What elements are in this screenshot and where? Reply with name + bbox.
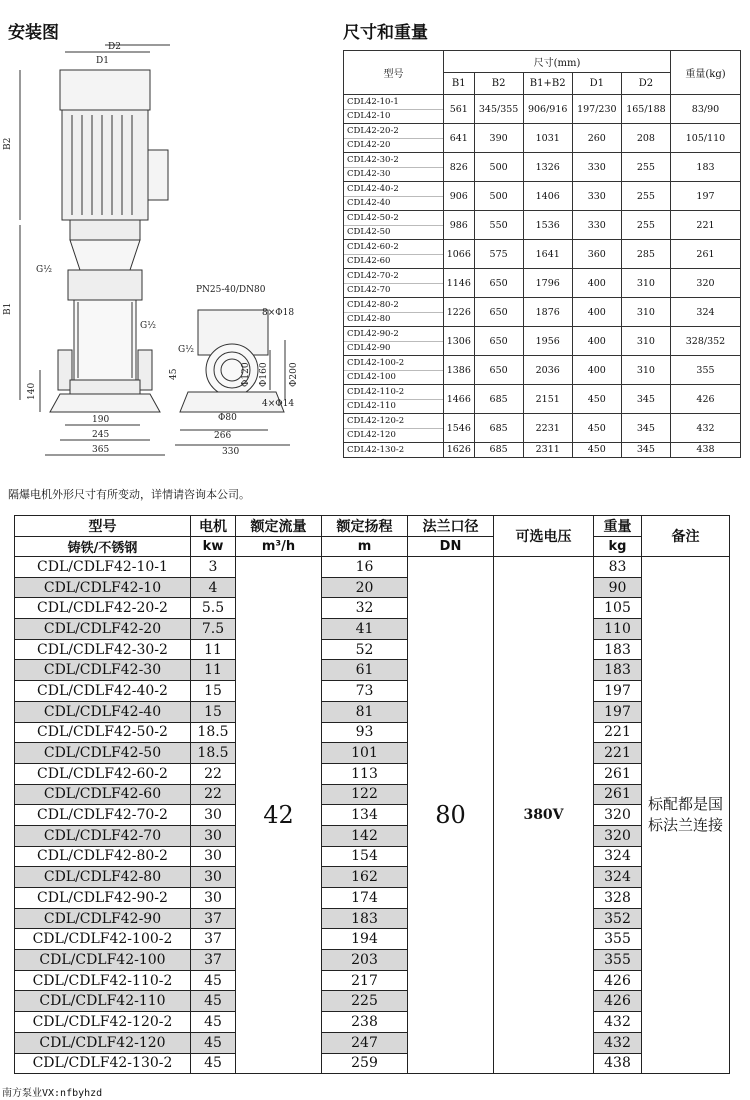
- dim-cell-b2: 550: [474, 211, 523, 240]
- perf-cell-kw: 18.5: [191, 743, 236, 764]
- label-330: 330: [222, 447, 240, 457]
- perf-cell-weight: 83: [594, 557, 642, 578]
- perf-cell-remark: [642, 557, 730, 1074]
- perf-cell-kw: 45: [191, 991, 236, 1012]
- perf-cell-kw: 45: [191, 970, 236, 991]
- perf-header-flow: 额定流量: [236, 516, 322, 537]
- dim-model-secondary: CDL42-30: [344, 167, 444, 182]
- perf-cell-weight: 221: [594, 722, 642, 743]
- perf-cell-kw: 18.5: [191, 722, 236, 743]
- dim-header-size: 尺寸(mm): [444, 51, 671, 73]
- perf-cell-head: 16: [322, 557, 408, 578]
- perf-cell-head: 122: [322, 784, 408, 805]
- perf-header-motor: 电机: [191, 516, 236, 537]
- dim-cell-b1: 1306: [444, 327, 475, 356]
- dim-header-model: 型号: [344, 51, 444, 95]
- perf-cell-weight: 324: [594, 867, 642, 888]
- dim-cell-b2: 345/355: [474, 95, 523, 124]
- perf-row: [15, 743, 730, 764]
- perf-cell-head: 238: [322, 1012, 408, 1033]
- perf-cell-kw: 37: [191, 908, 236, 929]
- perf-cell-kw: 4: [191, 577, 236, 598]
- perf-cell-kw: 37: [191, 929, 236, 950]
- perf-cell-head: 32: [322, 598, 408, 619]
- label-d1: D1: [96, 56, 109, 66]
- perf-cell-head: 81: [322, 701, 408, 722]
- dim-header-d1: D1: [572, 73, 621, 95]
- performance-table: [14, 515, 730, 1074]
- dim-row: [344, 298, 741, 313]
- dim-model-primary: CDL42-30-2: [344, 153, 444, 168]
- perf-cell-weight: 432: [594, 1032, 642, 1053]
- perf-cell-head: 73: [322, 681, 408, 702]
- dim-model-primary: CDL42-60-2: [344, 240, 444, 255]
- perf-cell-model: CDL/CDLF42-100-2: [15, 929, 191, 950]
- perf-row: [15, 577, 730, 598]
- dim-model-primary: CDL42-80-2: [344, 298, 444, 313]
- dim-cell-sum: 2036: [523, 356, 572, 385]
- dim-cell-b2: 500: [474, 153, 523, 182]
- dim-cell-w: 197: [671, 182, 741, 211]
- dim-header-b1: B1: [444, 73, 475, 95]
- perf-header-flange: 法兰口径: [408, 516, 494, 537]
- perf-header-voltage: 可选电压: [494, 516, 594, 557]
- dim-cell-b1: 1146: [444, 269, 475, 298]
- dim-cell-d1: 450: [572, 385, 621, 414]
- perf-cell-head: 194: [322, 929, 408, 950]
- perf-cell-kw: 30: [191, 867, 236, 888]
- dim-cell-b1: 641: [444, 124, 475, 153]
- dim-cell-b2: 575: [474, 240, 523, 269]
- dim-cell-w: 438: [671, 443, 741, 458]
- dim-cell-w: 83/90: [671, 95, 741, 124]
- dim-cell-d2: 345: [621, 385, 670, 414]
- dim-cell-d1: 197/230: [572, 95, 621, 124]
- perf-cell-weight: 261: [594, 784, 642, 805]
- dim-row: [344, 327, 741, 342]
- perf-row: [15, 908, 730, 929]
- perf-row: [15, 888, 730, 909]
- perf-cell-weight: 105: [594, 598, 642, 619]
- perf-cell-voltage: 380V: [494, 557, 594, 1074]
- perf-row: [15, 867, 730, 888]
- perf-table-body: [15, 557, 730, 1074]
- dim-cell-b1: 561: [444, 95, 475, 124]
- dim-cell-sum: 1876: [523, 298, 572, 327]
- label-245: 245: [92, 430, 110, 440]
- perf-row: [15, 846, 730, 867]
- perf-cell-head: 142: [322, 825, 408, 846]
- dim-cell-b1: 1466: [444, 385, 475, 414]
- dim-cell-d2: 255: [621, 211, 670, 240]
- perf-row: [15, 805, 730, 826]
- perf-cell-head: 183: [322, 908, 408, 929]
- dim-cell-d2: 165/188: [621, 95, 670, 124]
- perf-cell-kw: 45: [191, 1053, 236, 1074]
- perf-header-weight-unit: kg: [594, 537, 642, 557]
- dim-cell-sum: 1326: [523, 153, 572, 182]
- dim-model-primary: CDL42-70-2: [344, 269, 444, 284]
- label-pn: PN25-40/DN80: [196, 285, 266, 295]
- perf-cell-kw: 37: [191, 950, 236, 971]
- perf-row: [15, 701, 730, 722]
- dim-cell-d1: 260: [572, 124, 621, 153]
- perf-cell-weight: 328: [594, 888, 642, 909]
- perf-cell-kw: 7.5: [191, 619, 236, 640]
- dim-cell-sum: 1956: [523, 327, 572, 356]
- perf-cell-head: 41: [322, 619, 408, 640]
- dim-cell-w: 183: [671, 153, 741, 182]
- perf-row: [15, 681, 730, 702]
- dim-cell-w: 328/352: [671, 327, 741, 356]
- dim-cell-b1: 906: [444, 182, 475, 211]
- perf-cell-kw: 22: [191, 763, 236, 784]
- dim-model-primary: CDL42-120-2: [344, 414, 444, 429]
- dim-row: [344, 240, 741, 255]
- perf-cell-kw: 45: [191, 1032, 236, 1053]
- perf-cell-kw: 45: [191, 1012, 236, 1033]
- perf-cell-kw: 30: [191, 846, 236, 867]
- dim-model-primary: CDL42-90-2: [344, 327, 444, 342]
- perf-cell-model: CDL/CDLF42-30-2: [15, 639, 191, 660]
- perf-header-head-unit: m: [322, 537, 408, 557]
- label-b1: B1: [3, 302, 13, 315]
- perf-cell-weight: 438: [594, 1053, 642, 1074]
- perf-cell-kw: 30: [191, 825, 236, 846]
- perf-cell-model: CDL/CDLF42-130-2: [15, 1053, 191, 1074]
- perf-cell-model: CDL/CDLF42-80: [15, 867, 191, 888]
- perf-cell-model: CDL/CDLF42-90-2: [15, 888, 191, 909]
- dim-cell-b2: 650: [474, 298, 523, 327]
- remark-text: 标配都是国标法兰连接: [647, 795, 723, 835]
- perf-cell-model: CDL/CDLF42-60: [15, 784, 191, 805]
- label-45: 45: [169, 368, 179, 380]
- perf-cell-kw: 15: [191, 681, 236, 702]
- perf-cell-kw: 11: [191, 660, 236, 681]
- perf-header-head: 额定扬程: [322, 516, 408, 537]
- dim-cell-sum: 906/916: [523, 95, 572, 124]
- label-d2: D2: [108, 42, 121, 52]
- perf-row: [15, 619, 730, 640]
- dim-model-secondary: CDL42-60: [344, 254, 444, 269]
- perf-header-model: 型号: [15, 516, 191, 537]
- dim-row: [344, 124, 741, 139]
- label-266: 266: [214, 431, 232, 441]
- label-holes8: 8×Φ18: [262, 308, 295, 318]
- dim-row: [344, 414, 741, 429]
- dim-cell-d2: 310: [621, 269, 670, 298]
- dim-row: [344, 182, 741, 197]
- perf-cell-weight: 197: [594, 681, 642, 702]
- perf-cell-head: 247: [322, 1032, 408, 1053]
- dim-model-primary: CDL42-10-1: [344, 95, 444, 110]
- dim-model-primary: CDL42-130-2: [344, 443, 444, 458]
- dim-cell-b2: 650: [474, 269, 523, 298]
- perf-cell-weight: 324: [594, 846, 642, 867]
- perf-cell-head: 20: [322, 577, 408, 598]
- perf-cell-head: 101: [322, 743, 408, 764]
- dim-cell-w: 261: [671, 240, 741, 269]
- perf-header-weight: 重量: [594, 516, 642, 537]
- dim-cell-b2: 685: [474, 443, 523, 458]
- perf-cell-model: CDL/CDLF42-120: [15, 1032, 191, 1053]
- perf-cell-model: CDL/CDLF42-10-1: [15, 557, 191, 578]
- perf-cell-model: CDL/CDLF42-120-2: [15, 1012, 191, 1033]
- dim-cell-d2: 208: [621, 124, 670, 153]
- perf-cell-model: CDL/CDLF42-70-2: [15, 805, 191, 826]
- perf-cell-model: CDL/CDLF42-60-2: [15, 763, 191, 784]
- perf-cell-model: CDL/CDLF42-80-2: [15, 846, 191, 867]
- dim-cell-d1: 330: [572, 211, 621, 240]
- dim-cell-d2: 285: [621, 240, 670, 269]
- perf-cell-model: CDL/CDLF42-10: [15, 577, 191, 598]
- perf-cell-model: CDL/CDLF42-20-2: [15, 598, 191, 619]
- perf-cell-model: CDL/CDLF42-20: [15, 619, 191, 640]
- perf-cell-kw: 3: [191, 557, 236, 578]
- perf-cell-head: 259: [322, 1053, 408, 1074]
- dim-model-primary: CDL42-40-2: [344, 182, 444, 197]
- dim-cell-d2: 345: [621, 443, 670, 458]
- perf-cell-kw: 11: [191, 639, 236, 660]
- install-heading: 安装图: [8, 23, 59, 43]
- label-holes4: 4×Φ14: [262, 399, 295, 409]
- dim-model-primary: CDL42-20-2: [344, 124, 444, 139]
- dim-cell-w: 324: [671, 298, 741, 327]
- dim-cell-w: 432: [671, 414, 741, 443]
- dim-model-secondary: CDL42-110: [344, 399, 444, 414]
- perf-cell-weight: 221: [594, 743, 642, 764]
- perf-cell-head: 203: [322, 950, 408, 971]
- dim-model-secondary: CDL42-70: [344, 283, 444, 298]
- perf-header-model-sub: 铸铁/不锈钢: [15, 537, 191, 557]
- perf-header-remark: 备注: [642, 516, 730, 557]
- perf-cell-weight: 426: [594, 991, 642, 1012]
- dim-cell-b2: 685: [474, 414, 523, 443]
- perf-cell-weight: 352: [594, 908, 642, 929]
- perf-row: [15, 639, 730, 660]
- perf-cell-head: 154: [322, 846, 408, 867]
- label-phi200: Φ200: [289, 362, 299, 387]
- dim-cell-d1: 400: [572, 327, 621, 356]
- dim-cell-sum: 2311: [523, 443, 572, 458]
- perf-cell-model: CDL/CDLF42-110: [15, 991, 191, 1012]
- dim-cell-b1: 986: [444, 211, 475, 240]
- perf-cell-head: 134: [322, 805, 408, 826]
- dim-cell-b2: 650: [474, 327, 523, 356]
- dim-model-secondary: CDL42-90: [344, 341, 444, 356]
- perf-row: [15, 557, 730, 578]
- dim-cell-d1: 330: [572, 182, 621, 211]
- dim-cell-sum: 2151: [523, 385, 572, 414]
- dim-cell-b1: 1066: [444, 240, 475, 269]
- perf-cell-model: CDL/CDLF42-40: [15, 701, 191, 722]
- dimension-weight-table: [343, 50, 741, 458]
- dim-cell-d2: 310: [621, 356, 670, 385]
- perf-header-motor-unit: kw: [191, 537, 236, 557]
- label-365: 365: [92, 445, 110, 455]
- dim-cell-b2: 685: [474, 385, 523, 414]
- label-190: 190: [92, 415, 110, 425]
- perf-cell-head: 162: [322, 867, 408, 888]
- dim-cell-d1: 330: [572, 153, 621, 182]
- perf-cell-weight: 432: [594, 1012, 642, 1033]
- dim-cell-d2: 255: [621, 182, 670, 211]
- dim-table-body: [344, 95, 741, 458]
- dim-cell-b1: 1626: [444, 443, 475, 458]
- perf-cell-kw: 22: [191, 784, 236, 805]
- dim-model-secondary: CDL42-40: [344, 196, 444, 211]
- perf-row: [15, 825, 730, 846]
- dim-cell-d2: 310: [621, 298, 670, 327]
- perf-cell-model: CDL/CDLF42-70: [15, 825, 191, 846]
- dim-cell-sum: 2231: [523, 414, 572, 443]
- dim-cell-b2: 390: [474, 124, 523, 153]
- dim-header-b2: B2: [474, 73, 523, 95]
- label-g-small: G½: [178, 345, 194, 355]
- dim-cell-d1: 450: [572, 414, 621, 443]
- dim-model-secondary: CDL42-120: [344, 428, 444, 443]
- perf-cell-head: 93: [322, 722, 408, 743]
- perf-cell-model: CDL/CDLF42-90: [15, 908, 191, 929]
- perf-cell-model: CDL/CDLF42-110-2: [15, 970, 191, 991]
- dim-cell-b2: 650: [474, 356, 523, 385]
- perf-row: [15, 763, 730, 784]
- perf-row: [15, 1012, 730, 1033]
- dim-cell-b1: 1226: [444, 298, 475, 327]
- perf-cell-weight: 426: [594, 970, 642, 991]
- dim-header-d2: D2: [621, 73, 670, 95]
- perf-cell-weight: 183: [594, 660, 642, 681]
- dim-cell-w: 320: [671, 269, 741, 298]
- dim-row: [344, 443, 741, 458]
- dim-model-secondary: CDL42-100: [344, 370, 444, 385]
- dim-model-secondary: CDL42-80: [344, 312, 444, 327]
- perf-row: [15, 991, 730, 1012]
- perf-cell-flow: 42: [236, 557, 322, 1074]
- dim-model-secondary: CDL42-50: [344, 225, 444, 240]
- perf-row: [15, 950, 730, 971]
- perf-cell-model: CDL/CDLF42-100: [15, 950, 191, 971]
- perf-cell-weight: 320: [594, 825, 642, 846]
- dim-row: [344, 153, 741, 168]
- perf-cell-head: 52: [322, 639, 408, 660]
- dim-cell-d2: 310: [621, 327, 670, 356]
- dim-header-b1b2: B1+B2: [523, 73, 572, 95]
- dim-cell-d1: 400: [572, 298, 621, 327]
- perf-cell-model: CDL/CDLF42-50: [15, 743, 191, 764]
- perf-cell-kw: 30: [191, 888, 236, 909]
- perf-cell-head: 217: [322, 970, 408, 991]
- perf-header-flow-unit: m³/h: [236, 537, 322, 557]
- perf-cell-head: 174: [322, 888, 408, 909]
- dim-row: [344, 385, 741, 400]
- perf-row: [15, 598, 730, 619]
- perf-row: [15, 660, 730, 681]
- dim-cell-b1: 1386: [444, 356, 475, 385]
- dim-cell-sum: 1406: [523, 182, 572, 211]
- footer-watermark: 南方泵业VX:nfbyhzd: [2, 1088, 103, 1099]
- label-phi160: Φ160: [259, 362, 269, 387]
- perf-cell-model: CDL/CDLF42-40-2: [15, 681, 191, 702]
- perf-cell-head: 113: [322, 763, 408, 784]
- dim-cell-d1: 400: [572, 269, 621, 298]
- perf-row: [15, 784, 730, 805]
- perf-cell-weight: 110: [594, 619, 642, 640]
- perf-cell-head: 225: [322, 991, 408, 1012]
- perf-cell-kw: 30: [191, 805, 236, 826]
- dim-row: [344, 211, 741, 226]
- dim-cell-d2: 345: [621, 414, 670, 443]
- perf-cell-weight: 261: [594, 763, 642, 784]
- dim-cell-sum: 1031: [523, 124, 572, 153]
- perf-row: [15, 722, 730, 743]
- label-g-right: G½: [140, 321, 156, 331]
- label-140: 140: [27, 382, 37, 400]
- dim-cell-sum: 1536: [523, 211, 572, 240]
- perf-cell-model: CDL/CDLF42-30: [15, 660, 191, 681]
- label-phi80: Φ80: [218, 413, 237, 423]
- perf-cell-weight: 320: [594, 805, 642, 826]
- dimensions-heading: 尺寸和重量: [343, 23, 428, 43]
- dim-cell-d1: 360: [572, 240, 621, 269]
- dim-cell-sum: 1796: [523, 269, 572, 298]
- dim-model-primary: CDL42-110-2: [344, 385, 444, 400]
- explosion-proof-note: 隔爆电机外形尺寸有所变动，详情请咨询本公司。: [8, 488, 250, 501]
- perf-cell-flange: 80: [408, 557, 494, 1074]
- perf-row: [15, 1053, 730, 1074]
- dim-cell-w: 221: [671, 211, 741, 240]
- dim-model-primary: CDL42-100-2: [344, 356, 444, 371]
- dim-row: [344, 269, 741, 284]
- perf-cell-weight: 183: [594, 639, 642, 660]
- dim-cell-d1: 400: [572, 356, 621, 385]
- installation-drawing: [0, 40, 335, 470]
- perf-cell-kw: 5.5: [191, 598, 236, 619]
- dim-cell-b1: 1546: [444, 414, 475, 443]
- dim-cell-w: 426: [671, 385, 741, 414]
- perf-cell-head: 61: [322, 660, 408, 681]
- perf-row: [15, 1032, 730, 1053]
- dim-cell-w: 355: [671, 356, 741, 385]
- perf-cell-kw: 15: [191, 701, 236, 722]
- dim-cell-d2: 255: [621, 153, 670, 182]
- perf-cell-weight: 355: [594, 929, 642, 950]
- dim-row: [344, 95, 741, 110]
- perf-cell-weight: 355: [594, 950, 642, 971]
- perf-cell-weight: 197: [594, 701, 642, 722]
- perf-cell-weight: 90: [594, 577, 642, 598]
- label-phi120: Φ120: [241, 362, 251, 387]
- dim-cell-b2: 500: [474, 182, 523, 211]
- dim-cell-d1: 450: [572, 443, 621, 458]
- perf-cell-model: CDL/CDLF42-50-2: [15, 722, 191, 743]
- dim-cell-sum: 1641: [523, 240, 572, 269]
- dim-model-primary: CDL42-50-2: [344, 211, 444, 226]
- label-g-left: G½: [36, 265, 52, 275]
- dim-model-secondary: CDL42-10: [344, 109, 444, 124]
- dim-model-secondary: CDL42-20: [344, 138, 444, 153]
- perf-header-flange-unit: DN: [408, 537, 494, 557]
- dim-row: [344, 356, 741, 371]
- dim-header-weight: 重量(kg): [671, 51, 741, 95]
- label-b2: B2: [3, 137, 13, 150]
- dim-cell-w: 105/110: [671, 124, 741, 153]
- perf-row: [15, 929, 730, 950]
- perf-row: [15, 970, 730, 991]
- dim-cell-b1: 826: [444, 153, 475, 182]
